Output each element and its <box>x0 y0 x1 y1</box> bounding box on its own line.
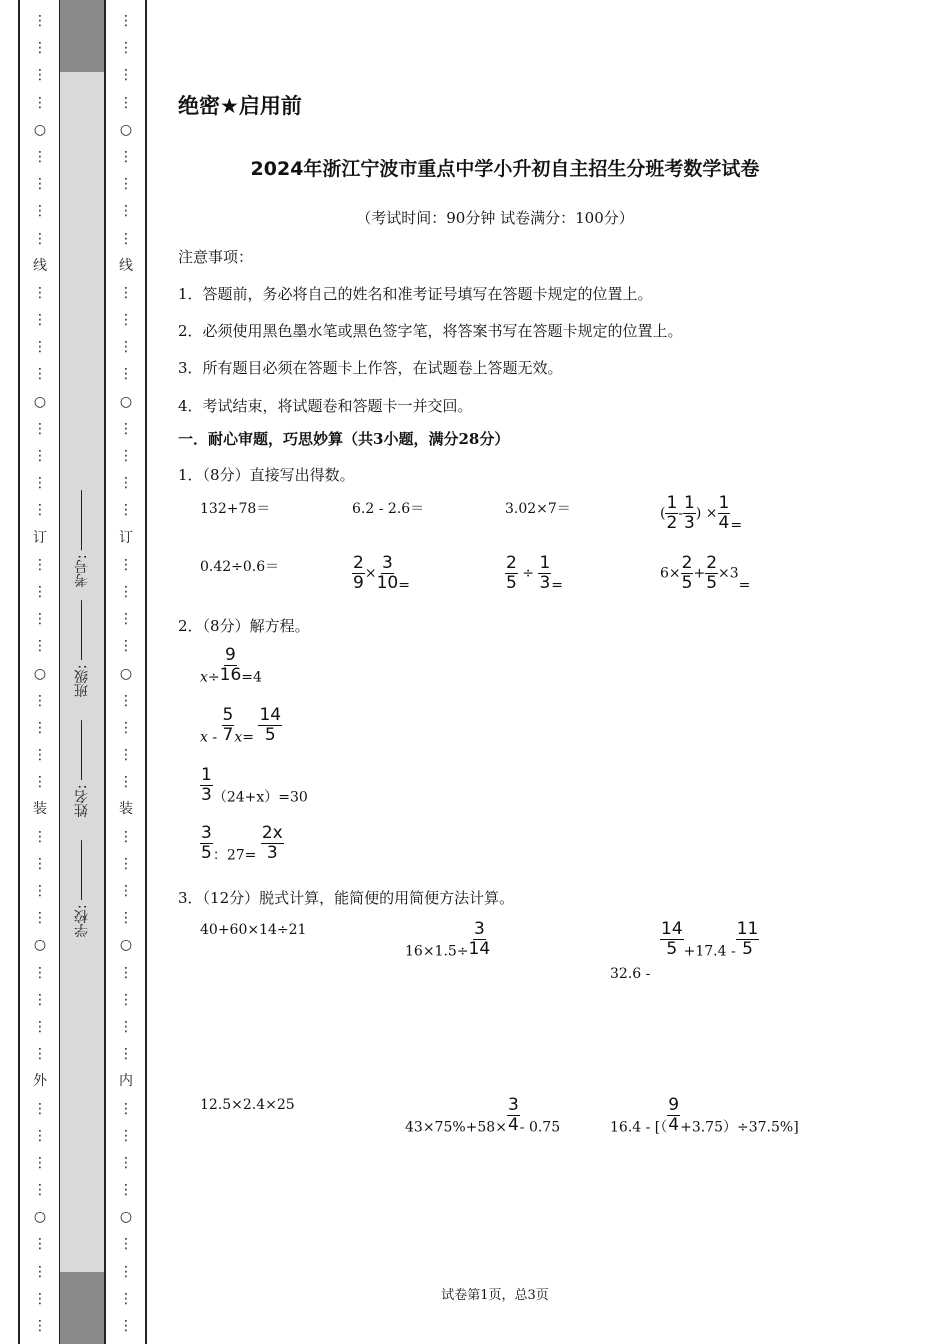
q3-item-c-prefix: 32.6 - <box>610 966 651 982</box>
q1-item-c: 3.02×7＝ <box>505 501 571 517</box>
dot-mark: ⋮ <box>33 828 47 845</box>
dot-mark: ⋮ <box>119 475 133 492</box>
dot-mark: ⋮ <box>119 312 133 329</box>
dot-mark: ⋮ <box>33 1127 47 1144</box>
circle-mark: ○ <box>119 665 133 682</box>
class-label: 班级: <box>74 664 90 698</box>
dot-mark: ⋮ <box>119 203 133 220</box>
q1-item-h: 6× $\frac{2}{5}$ + $\frac{2}{5}$ ×3= <box>660 553 751 594</box>
dot-mark: ⋮ <box>33 1263 47 1280</box>
binding-label: 线 <box>119 257 133 274</box>
margin-line-outer <box>18 0 20 1344</box>
secret-label: 绝密★启用前 <box>178 94 302 118</box>
name-label: 姓名: <box>74 784 90 818</box>
dot-mark: ⋮ <box>119 502 133 519</box>
q1-item-d: ( $\frac{1}{2}$ - $\frac{1}{3}$ ) × $\frac{1}{4}$ = <box>660 493 743 534</box>
dot-mark: ⋮ <box>33 556 47 573</box>
dot-mark: ⋮ <box>119 855 133 872</box>
dot-mark: ⋮ <box>33 230 47 247</box>
equation-4: $\frac{3}{5}$ ：27= $\frac{2x}{3}$ <box>201 823 283 864</box>
equation-1: x÷ $\frac{9}{16}$ =4 <box>200 645 262 686</box>
question-1-title: 1．（8分）直接写出得数。 <box>178 466 355 484</box>
dot-mark: ⋮ <box>119 719 133 736</box>
dot-mark: ⋮ <box>33 339 47 356</box>
margin-line-band-right <box>104 0 106 1344</box>
dot-mark: ⋮ <box>33 1100 47 1117</box>
circle-mark: ○ <box>33 393 47 410</box>
dot-mark: ⋮ <box>33 284 47 301</box>
dot-mark: ⋮ <box>33 475 47 492</box>
binding-label: 内 <box>119 1073 133 1090</box>
name-field[interactable] <box>72 720 92 817</box>
circle-mark: ○ <box>119 393 133 410</box>
dot-mark: ⋮ <box>119 339 133 356</box>
dot-mark: ⋮ <box>33 583 47 600</box>
q1-item-e: 0.42÷0.6＝ <box>200 559 280 575</box>
dot-mark: ⋮ <box>119 1100 133 1117</box>
dot-mark: ⋮ <box>33 1046 47 1063</box>
dot-mark: ⋮ <box>33 203 47 220</box>
page-title: 2024年浙江宁波市重点中学小升初自主招生分班考数学试卷 <box>250 158 760 180</box>
note-item: 3．所有题目必须在答题卡上作答，在试题卷上答题无效。 <box>178 359 563 377</box>
dot-mark: ⋮ <box>119 692 133 709</box>
dot-mark: ⋮ <box>33 883 47 899</box>
question-3-title: 3．（12分）脱式计算，能简便的用简便方法计算。 <box>178 889 515 907</box>
binding-label: 外 <box>33 1073 47 1090</box>
dot-mark: ⋮ <box>33 1236 47 1253</box>
q3-item-a: 40+60×14÷21 <box>200 922 307 938</box>
class-field[interactable] <box>72 600 92 697</box>
dark-band-top <box>60 0 104 72</box>
dot-mark: ⋮ <box>33 448 47 464</box>
dot-mark: ⋮ <box>119 556 133 573</box>
binding-label: 订 <box>33 529 47 546</box>
exam-subtitle: （考试时间：90分钟 试卷满分：100分） <box>356 209 634 227</box>
q1-item-a: 132+78＝ <box>200 501 271 517</box>
dot-mark: ⋮ <box>119 991 133 1008</box>
dot-mark: ⋮ <box>33 638 47 655</box>
dot-mark: ⋮ <box>119 747 133 764</box>
dot-mark: ⋮ <box>119 40 133 57</box>
dot-mark: ⋮ <box>33 964 47 981</box>
dot-mark: ⋮ <box>119 828 133 845</box>
exam-number-field[interactable] <box>72 490 92 587</box>
binding-label: 线 <box>33 257 47 274</box>
dot-mark: ⋮ <box>119 1290 133 1307</box>
dark-band-bottom <box>60 1272 104 1344</box>
circle-mark: ○ <box>119 121 133 138</box>
section-title: 一．耐心审题，巧思妙算（共3小题，满分28分） <box>178 430 510 448</box>
dot-mark: ⋮ <box>33 13 47 29</box>
dot-mark: ⋮ <box>119 1046 133 1063</box>
dot-mark: ⋮ <box>119 176 133 193</box>
circle-mark: ○ <box>33 665 47 682</box>
dot-mark: ⋮ <box>33 1182 47 1199</box>
question-2-title: 2．（8分）解方程。 <box>178 617 310 635</box>
binding-label: 装 <box>119 801 133 818</box>
school-label: 学校: <box>74 904 90 938</box>
dot-mark: ⋮ <box>33 148 47 165</box>
dot-mark: ⋮ <box>119 13 133 29</box>
dot-mark: ⋮ <box>119 420 133 437</box>
dot-mark: ⋮ <box>33 176 47 193</box>
dot-mark: ⋮ <box>33 366 47 383</box>
note-item: 1．答题前，务必将自己的姓名和准考证号填写在答题卡规定的位置上。 <box>178 285 653 303</box>
dot-mark: ⋮ <box>119 883 133 899</box>
dot-mark: ⋮ <box>119 1318 133 1334</box>
dot-mark: ⋮ <box>119 638 133 655</box>
dot-mark: ⋮ <box>119 964 133 981</box>
dot-mark: ⋮ <box>119 774 133 791</box>
binding-label: 订 <box>119 529 133 546</box>
exam-number-label: 考号: <box>74 554 90 588</box>
dot-mark: ⋮ <box>33 719 47 736</box>
dot-mark: ⋮ <box>33 855 47 872</box>
q1-item-f: $\frac{2}{9}$ × $\frac{3}{10}$ = <box>353 553 410 594</box>
dot-mark: ⋮ <box>33 40 47 57</box>
dot-mark: ⋮ <box>33 67 47 84</box>
dot-mark: ⋮ <box>119 284 133 301</box>
q3-item-e: 43×75%+58× $\frac{3}{4}$ - 0.75 <box>405 1095 561 1136</box>
dot-mark: ⋮ <box>33 1290 47 1307</box>
dot-mark: ⋮ <box>119 1263 133 1280</box>
dot-mark: ⋮ <box>33 1018 47 1035</box>
dot-mark: ⋮ <box>119 230 133 247</box>
equation-2: x - $\frac{5}{7}$ x= $\frac{14}{5}$ <box>200 705 282 746</box>
dot-mark: ⋮ <box>33 611 47 628</box>
note-item: 4．考试结束，将试题卷和答题卡一并交回。 <box>178 397 473 415</box>
notes-heading: 注意事项： <box>178 248 254 266</box>
dot-mark: ⋮ <box>119 583 133 600</box>
dot-mark: ⋮ <box>119 67 133 84</box>
dot-mark: ⋮ <box>119 366 133 383</box>
circle-mark: ○ <box>33 937 47 954</box>
q3-item-d: 12.5×2.4×25 <box>200 1097 295 1113</box>
dot-mark: ⋮ <box>33 420 47 437</box>
q3-item-b: 16×1.5÷ $\frac{3}{14}$ <box>405 919 491 960</box>
binding-label: 装 <box>33 801 47 818</box>
dot-mark: ⋮ <box>119 1154 133 1171</box>
dot-mark: ⋮ <box>33 910 47 927</box>
q1-item-b: 6.2 - 2.6＝ <box>352 501 425 517</box>
school-field[interactable] <box>72 840 92 937</box>
q1-item-g: $\frac{2}{5}$ ÷ $\frac{1}{3}$ = <box>506 553 564 594</box>
circle-mark: ○ <box>33 121 47 138</box>
dot-mark: ⋮ <box>119 1018 133 1035</box>
dot-mark: ⋮ <box>33 502 47 519</box>
circle-mark: ○ <box>119 937 133 954</box>
dot-mark: ⋮ <box>119 611 133 628</box>
dot-mark: ⋮ <box>33 774 47 791</box>
margin-line-inner <box>145 0 147 1344</box>
dot-mark: ⋮ <box>33 1154 47 1171</box>
dot-mark: ⋮ <box>33 94 47 111</box>
dot-mark: ⋮ <box>119 1127 133 1144</box>
dot-mark: ⋮ <box>119 94 133 111</box>
page-footer: 试卷第1页，总3页 <box>441 1288 549 1303</box>
dot-mark: ⋮ <box>33 312 47 329</box>
q3-item-c: $\frac{14}{5}$ +17.4 - $\frac{11}{5}$ <box>661 919 759 960</box>
dot-mark: ⋮ <box>119 448 133 464</box>
q3-item-f: 16.4 - [（ $\frac{9}{4}$ +3.75）÷37.5%] <box>610 1095 799 1136</box>
dot-mark: ⋮ <box>119 910 133 927</box>
circle-mark: ○ <box>119 1209 133 1226</box>
note-item: 2．必须使用黑色墨水笔或黑色签字笔，将答案书写在答题卡规定的位置上。 <box>178 322 683 340</box>
dot-mark: ⋮ <box>33 692 47 709</box>
dot-mark: ⋮ <box>119 1236 133 1253</box>
binding-margin <box>0 0 150 1344</box>
dot-mark: ⋮ <box>33 1318 47 1334</box>
dot-mark: ⋮ <box>119 1182 133 1199</box>
circle-mark: ○ <box>33 1209 47 1226</box>
dot-mark: ⋮ <box>119 148 133 165</box>
dot-mark: ⋮ <box>33 747 47 764</box>
dot-mark: ⋮ <box>33 991 47 1008</box>
equation-3: $\frac{1}{3}$ （24+x）=30 <box>201 765 308 806</box>
